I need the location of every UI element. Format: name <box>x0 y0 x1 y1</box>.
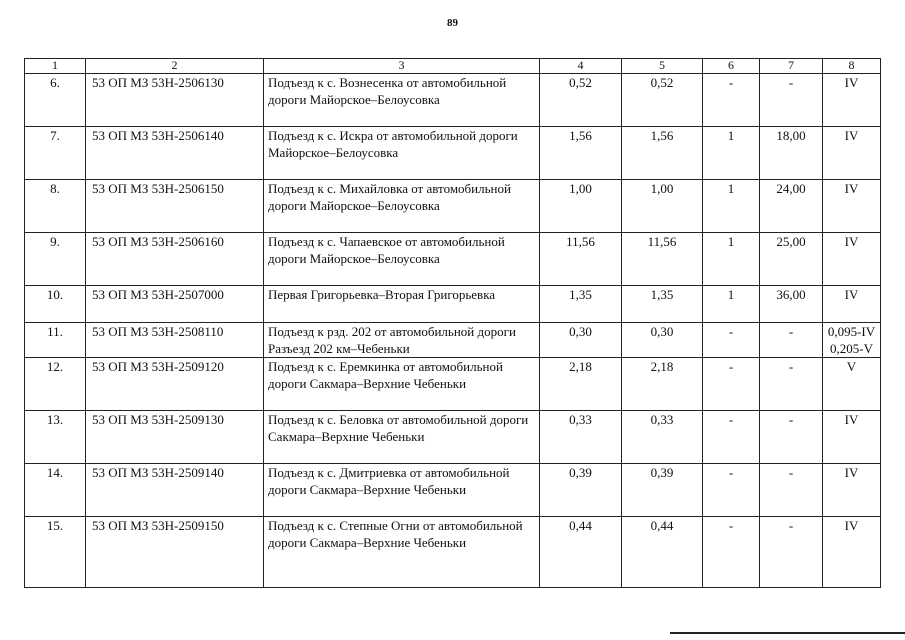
col-6-value: - <box>703 358 760 411</box>
road-category: IV <box>823 517 881 588</box>
col-7-value: - <box>760 411 823 464</box>
header-col-8: 8 <box>823 59 881 74</box>
col-6-value: - <box>703 411 760 464</box>
roads-table <box>24 58 881 588</box>
col-7-value: 24,00 <box>760 180 823 233</box>
col-4-value: 1,35 <box>540 286 622 323</box>
col-4-value: 0,39 <box>540 464 622 517</box>
road-code: 53 ОП МЗ 53Н-2507000 <box>86 286 264 323</box>
table-row <box>25 464 881 517</box>
col-6-value: - <box>703 464 760 517</box>
page-number: 89 <box>447 17 458 29</box>
col-5-value: 0,33 <box>622 411 703 464</box>
header-col-2: 2 <box>86 59 264 74</box>
table-row <box>25 323 881 358</box>
col-6-value: - <box>703 517 760 588</box>
road-category: IV <box>823 127 881 180</box>
footer-rule <box>670 632 905 634</box>
road-name: Подъезд к с. Искра от автомобильной дороги Майорское–Белоусовка <box>264 127 540 180</box>
table-row <box>25 286 881 323</box>
table-row <box>25 180 881 233</box>
col-4-value: 0,30 <box>540 323 622 358</box>
col-4-value: 0,44 <box>540 517 622 588</box>
road-category: IV <box>823 411 881 464</box>
col-5-value: 0,52 <box>622 74 703 127</box>
header-col-4: 4 <box>540 59 622 74</box>
header-col-7: 7 <box>760 59 823 74</box>
road-code: 53 ОП МЗ 53Н-2506130 <box>86 74 264 127</box>
col-6-value: 1 <box>703 233 760 286</box>
row-number: 12. <box>25 358 86 411</box>
row-number: 15. <box>25 517 86 588</box>
header-row <box>25 59 881 74</box>
row-number: 11. <box>25 323 86 358</box>
row-number: 6. <box>25 74 86 127</box>
road-code: 53 ОП МЗ 53Н-2508110 <box>86 323 264 358</box>
road-name: Подъезд к рзд. 202 от автомобильной дороги Разъезд 202 км–Чебеньки <box>264 323 540 358</box>
header-col-5: 5 <box>622 59 703 74</box>
road-category: IV <box>823 233 881 286</box>
col-7-value: - <box>760 358 823 411</box>
col-4-value: 2,18 <box>540 358 622 411</box>
col-4-value: 1,56 <box>540 127 622 180</box>
road-code: 53 ОП МЗ 53Н-2506160 <box>86 233 264 286</box>
road-category: V <box>823 358 881 411</box>
road-name: Подъезд к с. Дмитриевка от автомобильной дороги Сакмара–Верхние Чебеньки <box>264 464 540 517</box>
road-code: 53 ОП МЗ 53Н-2509150 <box>86 517 264 588</box>
road-code: 53 ОП МЗ 53Н-2509130 <box>86 411 264 464</box>
road-name: Подъезд к с. Беловка от автомобильной дороги Сакмара–Верхние Чебеньки <box>264 411 540 464</box>
col-5-value: 1,35 <box>622 286 703 323</box>
row-number: 10. <box>25 286 86 323</box>
table-row <box>25 74 881 127</box>
col-7-value: - <box>760 74 823 127</box>
col-4-value: 0,33 <box>540 411 622 464</box>
col-7-value: - <box>760 517 823 588</box>
col-5-value: 1,00 <box>622 180 703 233</box>
road-category: IV <box>823 74 881 127</box>
col-7-value: 25,00 <box>760 233 823 286</box>
table-row <box>25 358 881 411</box>
road-code: 53 ОП МЗ 53Н-2509120 <box>86 358 264 411</box>
road-category: IV <box>823 180 881 233</box>
road-name: Подъезд к с. Еремкинка от автомобильной дороги Сакмара–Верхние Чебеньки <box>264 358 540 411</box>
header-col-1: 1 <box>25 59 86 74</box>
road-code: 53 ОП МЗ 53Н-2506140 <box>86 127 264 180</box>
col-5-value: 0,30 <box>622 323 703 358</box>
col-5-value: 2,18 <box>622 358 703 411</box>
table-row <box>25 233 881 286</box>
col-6-value: 1 <box>703 180 760 233</box>
road-name: Подъезд к с. Степные Огни от автомобильной дороги Сакмара–Верхние Чебеньки <box>264 517 540 588</box>
col-4-value: 1,00 <box>540 180 622 233</box>
row-number: 14. <box>25 464 86 517</box>
road-category: IV <box>823 464 881 517</box>
col-5-value: 1,56 <box>622 127 703 180</box>
table-row <box>25 127 881 180</box>
col-4-value: 0,52 <box>540 74 622 127</box>
header-col-3: 3 <box>264 59 540 74</box>
col-7-value: 36,00 <box>760 286 823 323</box>
col-6-value: - <box>703 74 760 127</box>
col-5-value: 0,39 <box>622 464 703 517</box>
table-row <box>25 411 881 464</box>
col-6-value: 1 <box>703 286 760 323</box>
road-category: 0,095-IV 0,205-V <box>823 323 881 358</box>
row-number: 7. <box>25 127 86 180</box>
col-7-value: 18,00 <box>760 127 823 180</box>
row-number: 9. <box>25 233 86 286</box>
road-category: IV <box>823 286 881 323</box>
road-name: Подъезд к с. Чапаевское от автомобильной дороги Майорское–Белоусовка <box>264 233 540 286</box>
col-6-value: 1 <box>703 127 760 180</box>
table-row <box>25 517 881 588</box>
row-number: 13. <box>25 411 86 464</box>
col-6-value: - <box>703 323 760 358</box>
col-7-value: - <box>760 464 823 517</box>
road-name: Подъезд к с. Михайловка от автомобильной дороги Майорское–Белоусовка <box>264 180 540 233</box>
road-code: 53 ОП МЗ 53Н-2509140 <box>86 464 264 517</box>
road-code: 53 ОП МЗ 53Н-2506150 <box>86 180 264 233</box>
road-name: Первая Григорьевка–Вторая Григорьевка <box>264 286 540 323</box>
col-5-value: 11,56 <box>622 233 703 286</box>
header-col-6: 6 <box>703 59 760 74</box>
road-name: Подъезд к с. Вознесенка от автомобильной дороги Майорское–Белоусовка <box>264 74 540 127</box>
col-4-value: 11,56 <box>540 233 622 286</box>
col-5-value: 0,44 <box>622 517 703 588</box>
col-7-value: - <box>760 323 823 358</box>
row-number: 8. <box>25 180 86 233</box>
